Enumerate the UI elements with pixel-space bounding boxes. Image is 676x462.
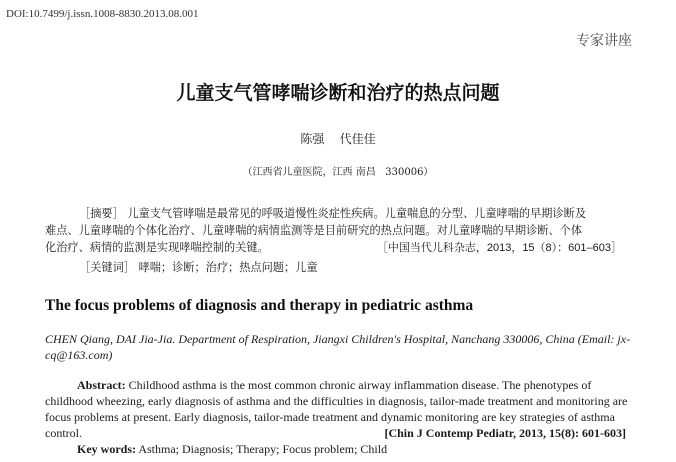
abstract-en-line-2: childhood wheezing, early diagnosis of asthma and the difficulties in diagnosis, tailor-made treatment and monitoring are xyxy=(45,394,628,408)
citation-zh: ［中国当代儿科杂志，2013，15（8）：601–603］ xyxy=(376,242,622,254)
doi-line: DOI:10.7499/j.issn.1008-8830.2013.08.001 xyxy=(6,8,199,20)
authors-zh: 陈强 代佳佳 xyxy=(300,132,376,146)
keywords-en-text: Asthma; Diagnosis; Therapy; Focus problem; Child xyxy=(138,442,388,456)
keywords-en xyxy=(77,442,387,458)
abstract-zh-line-2: 难点、儿童哮喘的个体化治疗、儿童哮喘的病情监测等是目前研究的热点问题。对儿童哮喘的早期诊断、个体 xyxy=(45,224,583,237)
abstract-en-text-1: Childhood asthma is the most common chronic airway inflammation disease. The phenotypes of xyxy=(128,378,592,392)
abstract-zh-label: ［摘要］ xyxy=(79,207,124,220)
abstract-zh-text-1: 儿童支气管哮喘是最常见的呼吸道慢性炎症性疾病。儿童喘息的分型、儿童哮喘的早期诊断及 xyxy=(127,207,587,220)
affiliation-zh: （江西省儿童医院，江西 南昌 330006） xyxy=(242,167,434,178)
keywords-en-label: Key words: xyxy=(77,442,136,456)
keywords-zh xyxy=(79,259,318,276)
abstract-en-line-1 xyxy=(77,378,591,394)
abstract-zh-line-1 xyxy=(79,205,586,222)
article-title-en: The focus problems of diagnosis and therapy in pediatric asthma xyxy=(45,297,474,314)
keywords-zh-label: ［关键词］ xyxy=(79,261,135,274)
citation-en: [Chin J Contemp Pediatr, 2013, 15(8): 601-603] xyxy=(384,426,626,440)
column-label: 专家讲座 xyxy=(576,33,632,49)
article-title-zh: 儿童支气管哮喘诊断和治疗的热点问题 xyxy=(176,82,500,104)
abstract-zh-line-3: 化治疗、病情的监测是实现哮喘控制的关键。 xyxy=(45,241,269,254)
authors-en: CHEN Qiang, DAI Jia-Jia. Department of Respiration, Jiangxi Children's Hospital, Nanchang 330006, China (Email: jx-cq@163.com) xyxy=(45,332,631,362)
abstract-en-line-3: focus problems at present. Early diagnosis, tailor-made treatment and dynamic monitoring are key strategies of asthma xyxy=(45,410,615,424)
abstract-en-line-4: control. xyxy=(45,426,82,440)
abstract-en-label: Abstract: xyxy=(77,378,126,392)
keywords-zh-text: 哮喘；诊断；治疗；热点问题；儿童 xyxy=(138,261,318,274)
